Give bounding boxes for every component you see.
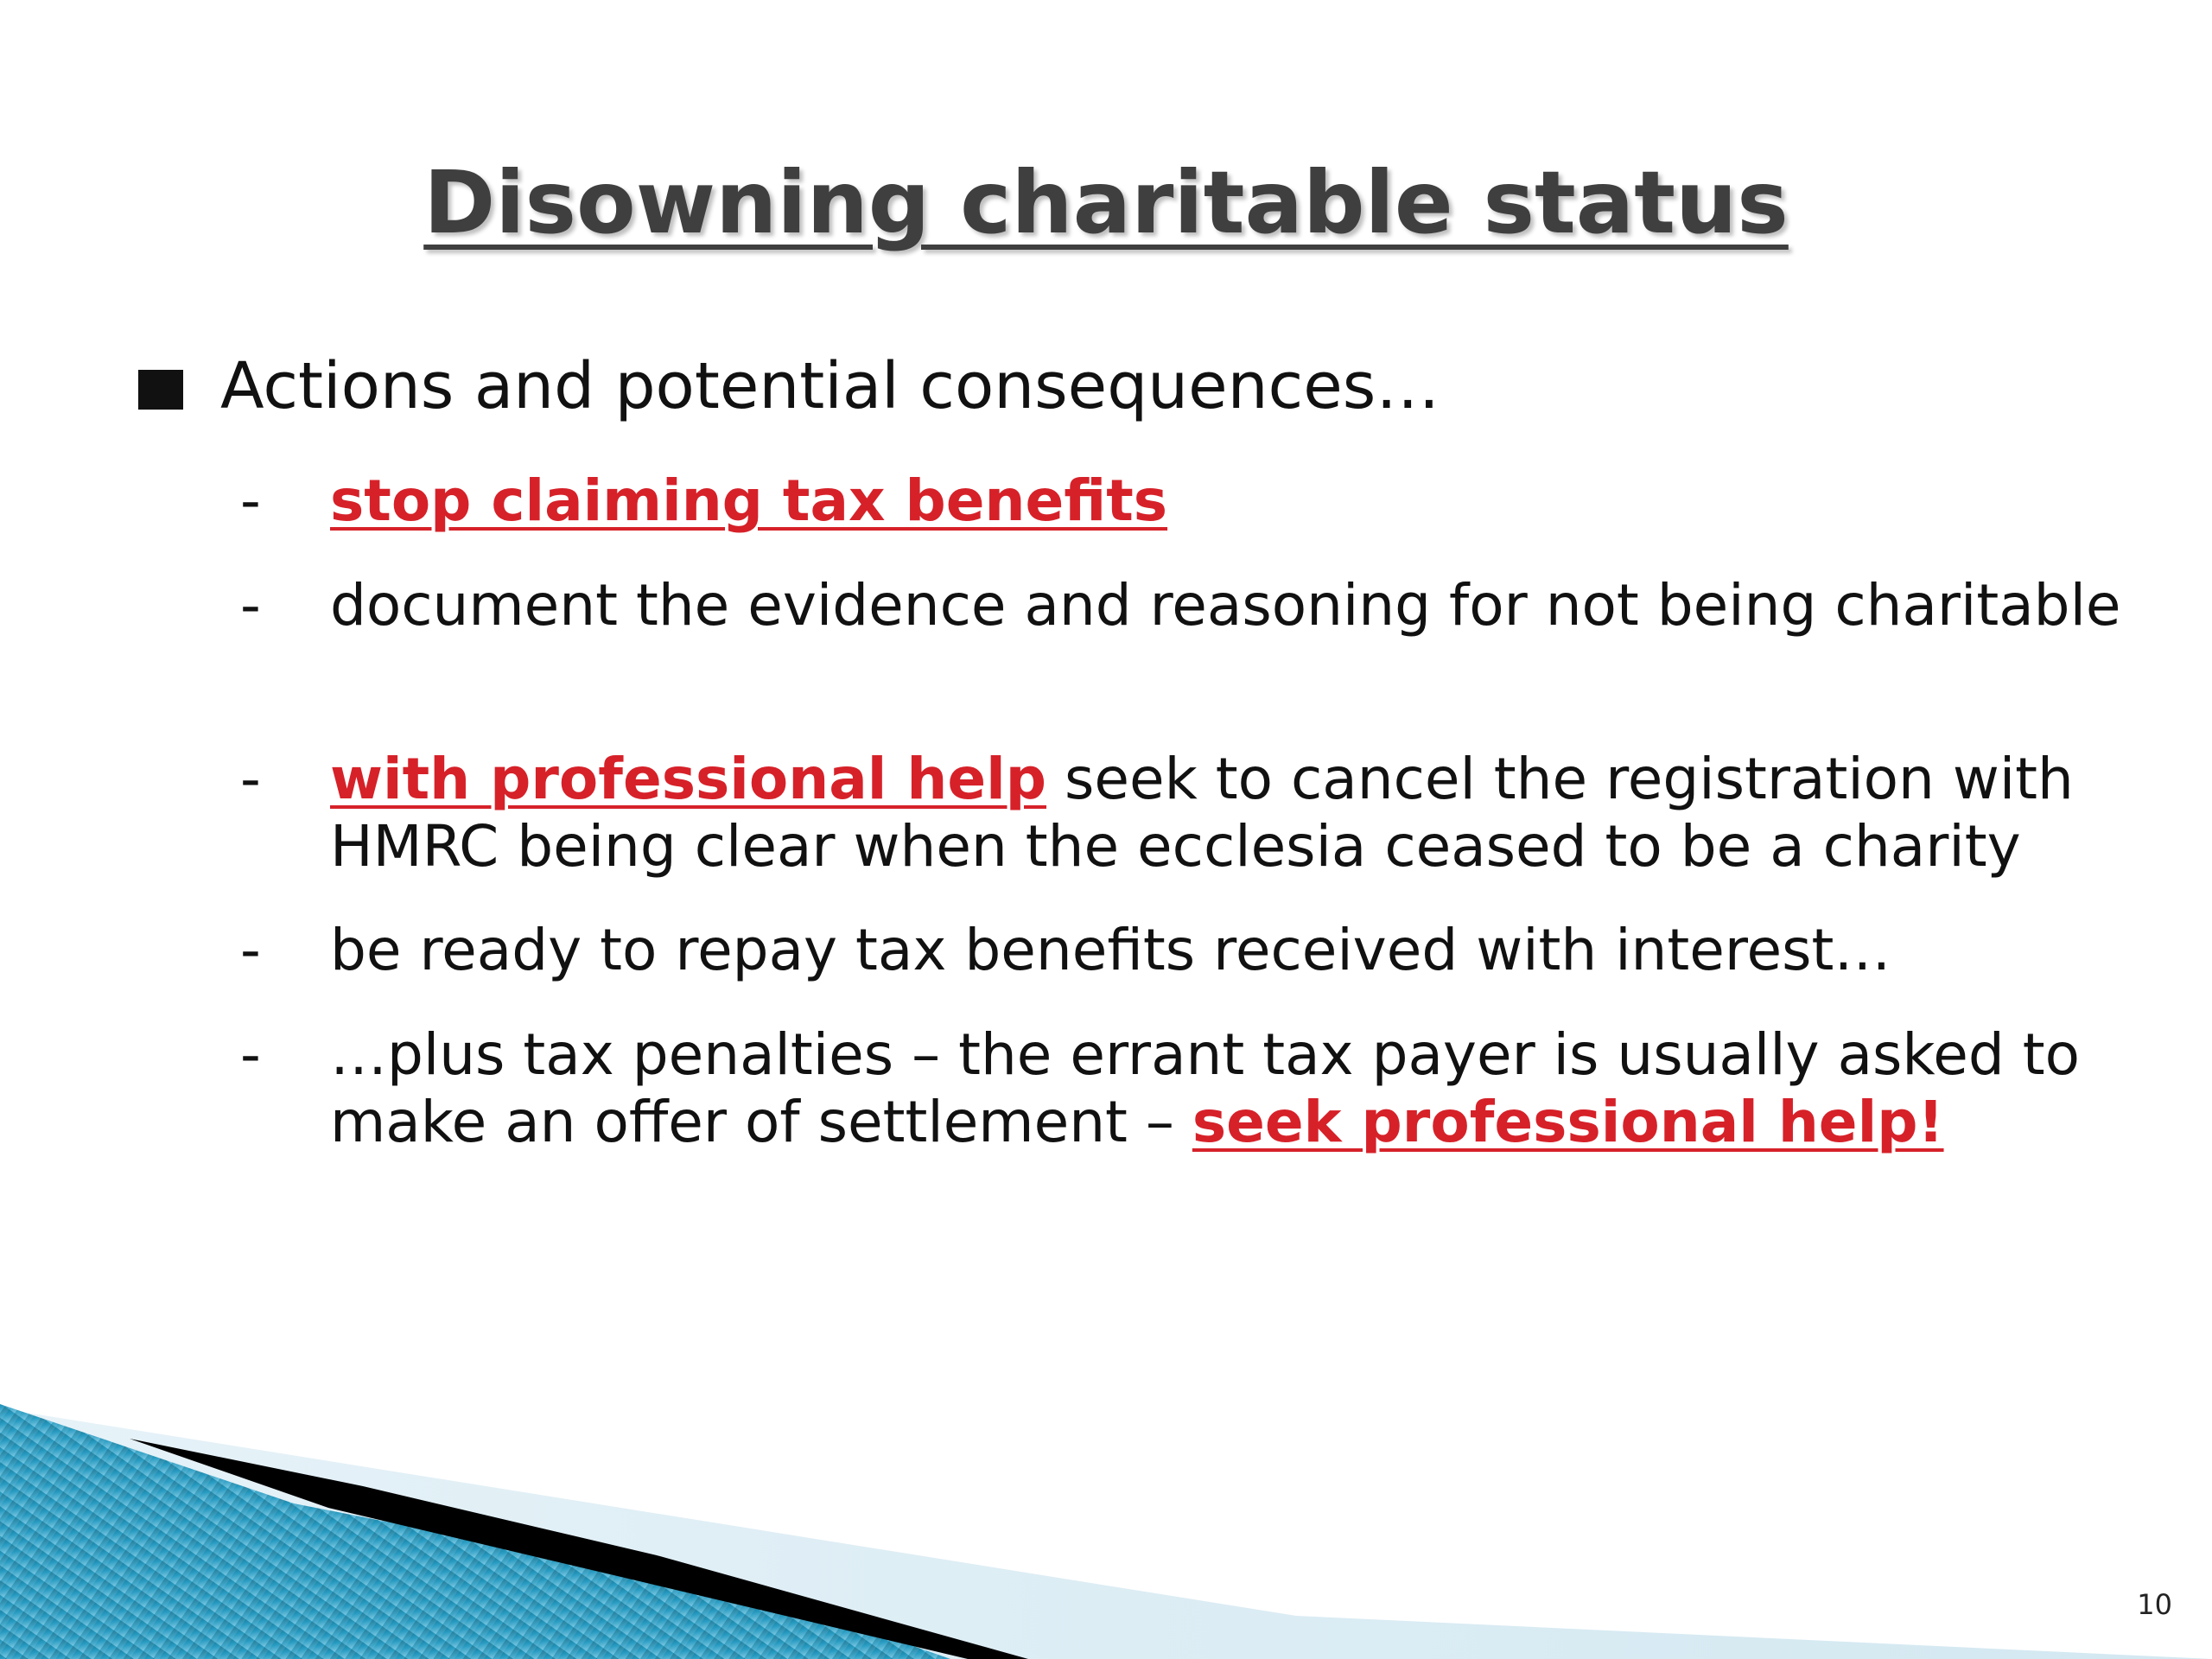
dash-bullet: - xyxy=(240,572,261,639)
sub-bullet-text: document the evidence and reasoning for not being charitable xyxy=(330,572,2121,639)
main-bullet-text: Actions and potential consequences… xyxy=(220,349,1440,423)
sub-bullet-text: be ready to repay tax benefits received with interest… xyxy=(330,917,1891,983)
sub-bullet-lead: …plus tax penalties – the errant tax payer is usually asked to make an offer of settlement – xyxy=(330,1021,2081,1155)
dash-bullet: - xyxy=(240,1021,261,1088)
dash-bullet: - xyxy=(240,746,261,812)
dash-bullet: - xyxy=(240,917,261,983)
highlight-text: stop claiming tax benefits xyxy=(330,467,1168,534)
page-number: 10 xyxy=(2137,1588,2172,1621)
dash-bullet: - xyxy=(240,467,261,534)
slide-title-text: Disowning charitable status xyxy=(423,152,1789,253)
sub-bullet-rest: seek to cancel the registration with HMRC being clear when the ecclesia ceased to be a charity xyxy=(330,746,2074,880)
highlight-text: with professional help xyxy=(330,746,1046,812)
highlight-text: seek professional help! xyxy=(1192,1089,1944,1155)
